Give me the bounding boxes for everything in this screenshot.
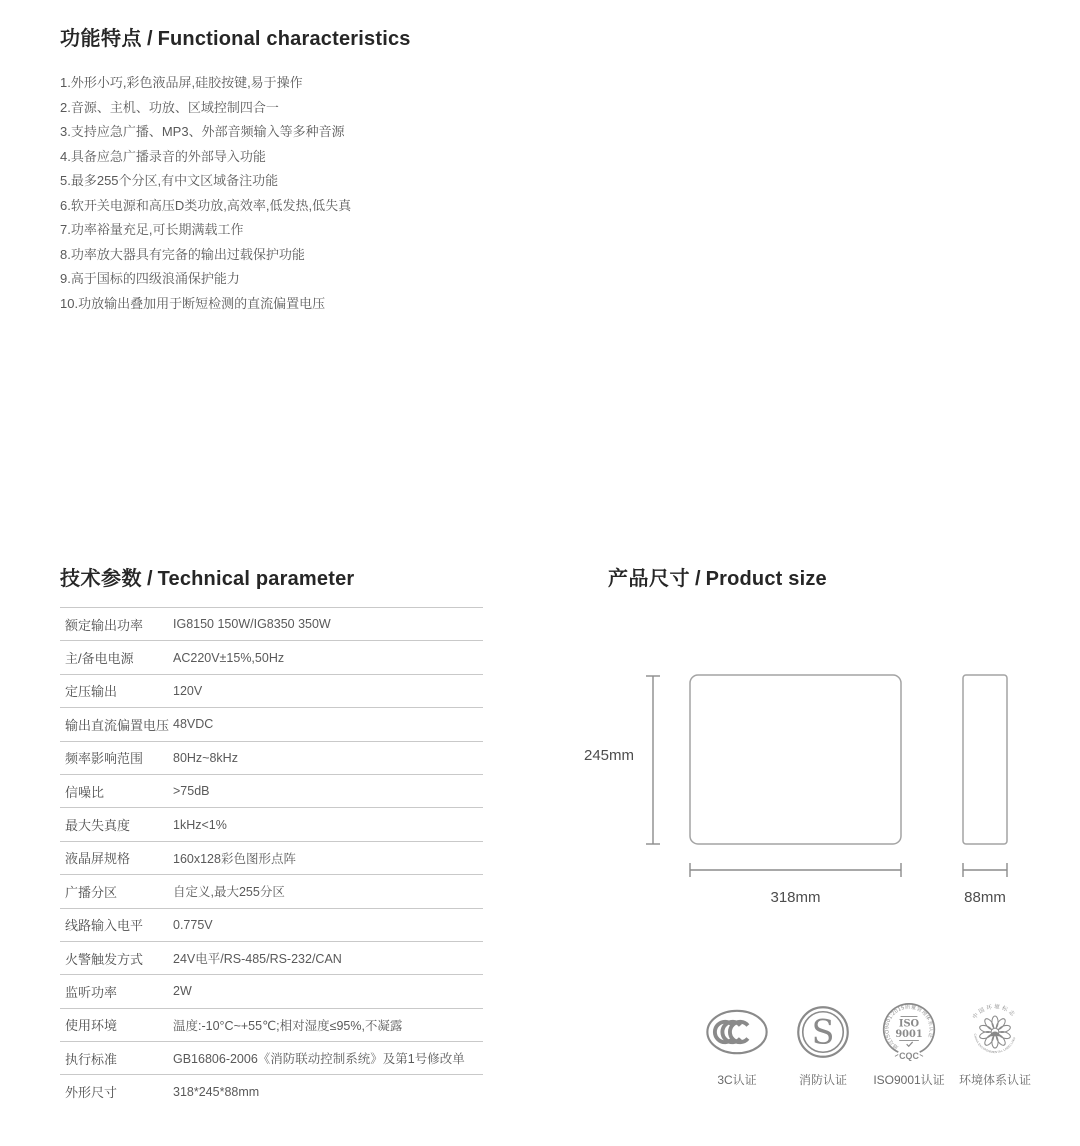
spec-label: 主/备电电源	[65, 651, 134, 667]
spec-value: >75dB	[173, 784, 210, 799]
svg-text:9001: 9001	[895, 1029, 923, 1041]
spec-row	[60, 1074, 483, 1107]
spec-row	[60, 974, 483, 1007]
feature-item: 10.功放输出叠加用于断短检测的直流偏置电压	[60, 295, 326, 311]
spec-value: 24V电平/RS-485/RS-232/CAN	[173, 952, 342, 967]
spec-row	[60, 607, 483, 640]
functional-title	[60, 22, 411, 51]
feature-item: 3.支持应急广播、MP3、外部音频输入等多种音源	[60, 124, 345, 139]
spec-value: 160x128彩色图形点阵	[173, 851, 296, 866]
spec-value: 48VDC	[173, 717, 214, 732]
cert-environment	[952, 1001, 1038, 1088]
feature-item: 4.具备应急广播录音的外部导入功能	[60, 148, 266, 164]
cert-fire	[780, 1001, 866, 1088]
feature-item: 7.功率裕量充足,可长期满载工作	[60, 222, 244, 237]
cert-label: 3C认证	[717, 1073, 757, 1087]
product-front-outline	[690, 675, 901, 844]
height-dimension-label: 245mm	[584, 747, 635, 764]
height-dimension-line	[646, 676, 660, 844]
fire-cert-s-icon	[796, 1001, 850, 1063]
spec-row	[60, 707, 483, 740]
cert-iso9001	[866, 1001, 952, 1088]
technical-title-zh: 技术参数	[60, 568, 142, 590]
title-separator: /	[147, 28, 153, 50]
spec-label: 定压输出	[65, 684, 118, 700]
spec-value: GB16806-2006《消防联动控制系统》及第1号修改单	[173, 1052, 465, 1067]
depth-dimension-label: 88mm	[964, 889, 1006, 906]
dimension-diagram	[575, 660, 1015, 910]
spec-label: 额定输出功率	[65, 617, 144, 633]
cert-3c	[694, 1001, 780, 1088]
functional-title-zh: 功能特点	[60, 28, 142, 50]
spec-value: 120V	[173, 683, 203, 698]
cert-label: 环境体系认证	[958, 1073, 1031, 1087]
spec-value: AC220V±15%,50Hz	[173, 650, 285, 665]
spec-label: 最大失真度	[65, 818, 131, 834]
spec-value: 1kHz<1%	[173, 817, 227, 832]
functional-title-en: Functional characteristics	[157, 28, 411, 50]
spec-row	[60, 741, 483, 774]
product-side-outline	[963, 675, 1007, 844]
spec-label: 线路输入电平	[65, 918, 144, 934]
feature-item: 6.软开关电源和高压D类功放,高效率,低发热,低失真	[60, 197, 352, 213]
cert-label: ISO9001认证	[873, 1073, 945, 1087]
cert-label: 消防认证	[798, 1073, 847, 1087]
spec-table	[60, 607, 483, 1108]
spec-row	[60, 674, 483, 707]
technical-title	[60, 562, 354, 591]
spec-value: 318*245*88mm	[173, 1084, 260, 1099]
spec-value: 温度:-10°C~+55℃;相对湿度≤95%,不凝露	[173, 1018, 403, 1033]
svg-text:通过ISO9001:2015质量管理体系认证: 通过ISO9001:2015质量管理体系认证	[884, 1004, 934, 1051]
spec-label: 火警触发方式	[65, 951, 144, 967]
feature-item: 9.高于国标的四级浪涌保护能力	[60, 271, 240, 286]
spec-value: IG8150 150W/IG8350 350W	[173, 617, 331, 632]
spec-label: 液晶屏规格	[65, 851, 131, 867]
svg-text:中国环境标志: 中国环境标志	[971, 1004, 1017, 1021]
spec-value: 2W	[173, 984, 192, 999]
feature-item: 8.功率放大器具有完备的输出过载保护功能	[60, 246, 305, 262]
title-separator: /	[695, 568, 701, 590]
feature-item: 2.音源、主机、功放、区域控制四合一	[60, 99, 279, 115]
spec-value: 80Hz~8kHz	[173, 750, 238, 765]
spec-label: 广播分区	[65, 884, 118, 900]
spec-label: 输出直流偏置电压	[65, 717, 170, 733]
title-separator: /	[147, 568, 153, 590]
spec-label: 外形尺寸	[65, 1085, 118, 1101]
spec-label: 信噪比	[65, 784, 105, 800]
svg-text:ISO: ISO	[898, 1018, 920, 1030]
spec-label: 使用环境	[65, 1018, 118, 1034]
width-dimension-label: 318mm	[770, 889, 821, 906]
feature-item: 1.外形小巧,彩色液品屏,硅胶按键,易于操作	[60, 75, 303, 90]
spec-row	[60, 774, 483, 807]
spec-row	[60, 874, 483, 907]
svg-text:CQC: CQC	[899, 1051, 919, 1062]
product-size-title-en: Product size	[705, 568, 827, 590]
feature-list	[60, 71, 351, 316]
spec-value: 自定义,最大255分区	[173, 885, 285, 900]
product-size-title-zh: 产品尺寸	[608, 568, 690, 590]
feature-item: 5.最多255个分区,有中文区域备注功能	[60, 173, 279, 188]
spec-label: 执行标准	[65, 1051, 118, 1067]
spec-row	[60, 908, 483, 941]
iso9001-cqc-icon	[879, 1001, 939, 1063]
technical-title-en: Technical parameter	[157, 568, 355, 590]
spec-label: 监听功率	[65, 984, 118, 1000]
width-dimension-line	[690, 863, 901, 877]
env-system-icon	[965, 1001, 1025, 1063]
svg-text:S: S	[811, 1012, 835, 1052]
spec-value: 0.775V	[173, 917, 213, 932]
depth-dimension-line	[963, 863, 1007, 877]
spec-row	[60, 941, 483, 974]
ccc-3c-icon	[705, 1001, 769, 1063]
spec-row	[60, 1008, 483, 1041]
certification-list	[694, 1001, 1038, 1088]
svg-text:CHINA ENVIRONMENTAL LABELLING: CHINA ENVIRONMENTAL LABELLING	[972, 1033, 1017, 1055]
spec-row	[60, 807, 483, 840]
spec-row	[60, 640, 483, 673]
spec-row	[60, 841, 483, 874]
spec-label: 频率影响范围	[65, 751, 144, 767]
spec-row	[60, 1041, 483, 1074]
product-size-title	[608, 562, 827, 591]
